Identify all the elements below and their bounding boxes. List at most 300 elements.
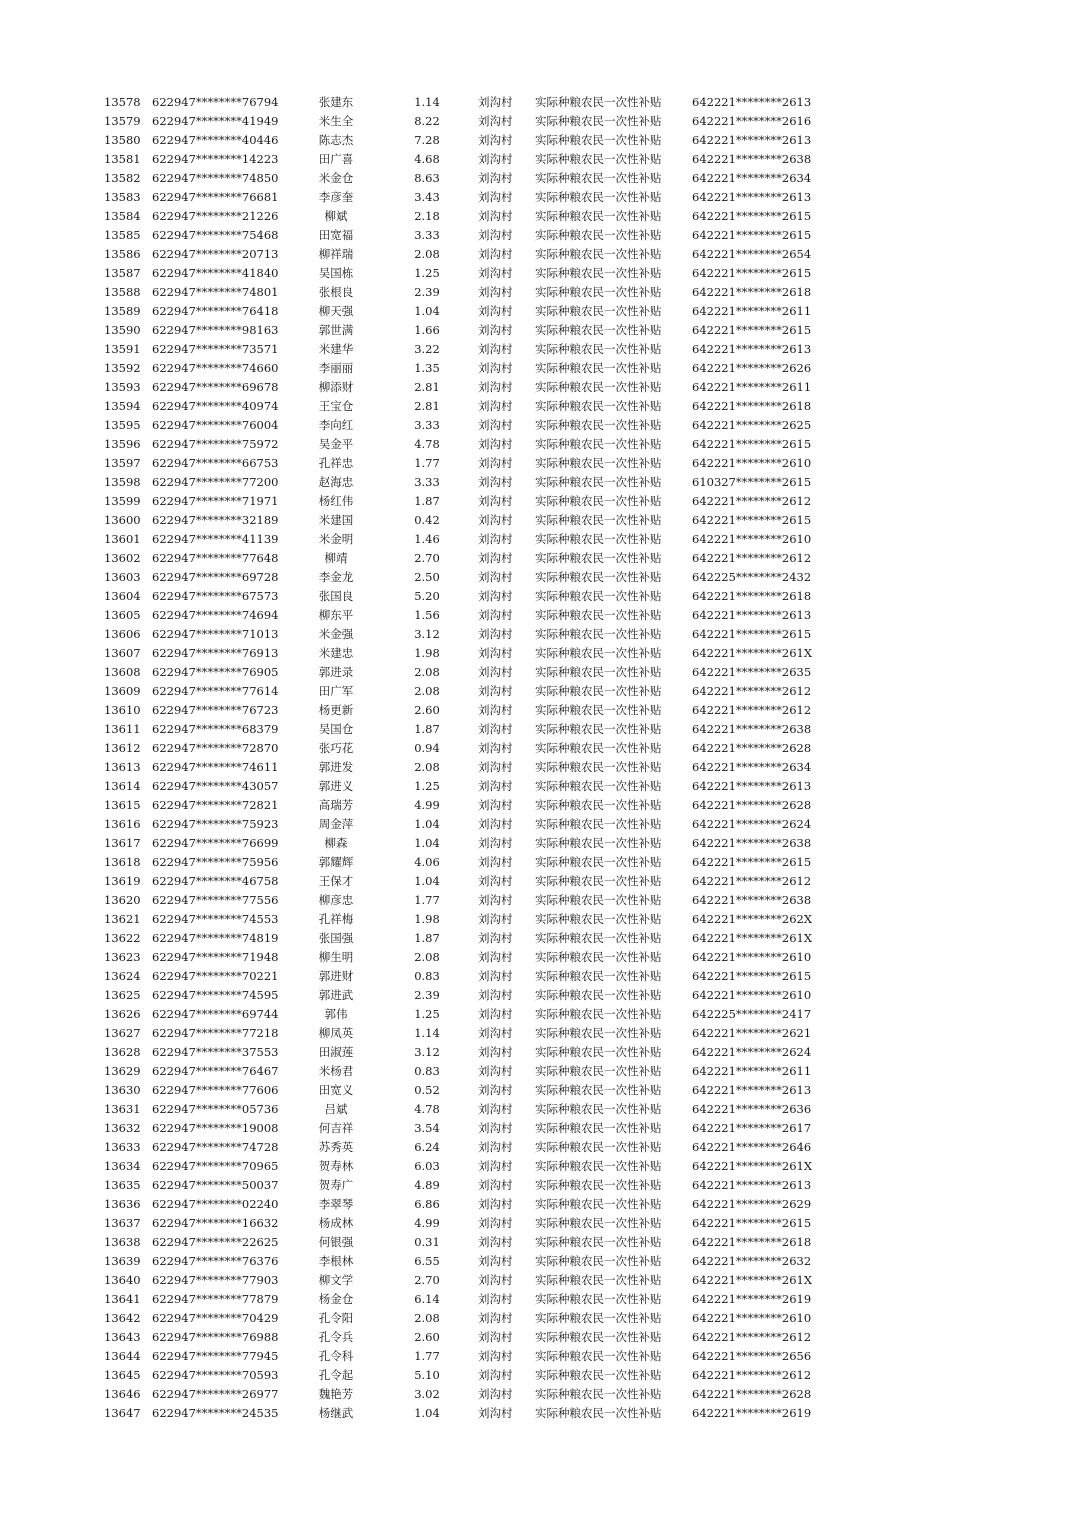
amount-cell: 6.03 bbox=[414, 1159, 440, 1173]
subsidy-type-cell: 实际种粮农民一次性补贴 bbox=[535, 1045, 662, 1059]
table-row bbox=[0, 150, 1074, 169]
name-cell: 郭进财 bbox=[318, 969, 354, 983]
serial-number-cell: 13613 bbox=[104, 760, 141, 774]
amount-cell: 4.06 bbox=[414, 855, 440, 869]
bank-account-cell: 622947********76988 bbox=[152, 1330, 279, 1344]
amount-cell: 5.20 bbox=[414, 589, 440, 603]
id-number-cell: 642221********262X bbox=[692, 912, 813, 926]
village-cell: 刘沟村 bbox=[478, 513, 513, 527]
amount-cell: 2.81 bbox=[414, 380, 440, 394]
table-row bbox=[0, 131, 1074, 150]
subsidy-type-cell: 实际种粮农民一次性补贴 bbox=[535, 171, 662, 185]
name-cell: 田宽义 bbox=[318, 1083, 354, 1097]
village-cell: 刘沟村 bbox=[478, 855, 513, 869]
name-cell: 田淑莲 bbox=[318, 1045, 354, 1059]
bank-account-cell: 622947********50037 bbox=[152, 1178, 279, 1192]
bank-account-cell: 622947********72821 bbox=[152, 798, 279, 812]
name-cell: 郭进武 bbox=[318, 988, 354, 1002]
serial-number-cell: 13631 bbox=[104, 1102, 141, 1116]
subsidy-type-cell: 实际种粮农民一次性补贴 bbox=[535, 760, 662, 774]
table-row bbox=[0, 1138, 1074, 1157]
bank-account-cell: 622947********98163 bbox=[152, 323, 279, 337]
table-row bbox=[0, 1271, 1074, 1290]
amount-cell: 1.04 bbox=[414, 874, 440, 888]
id-number-cell: 642221********2615 bbox=[692, 513, 812, 527]
amount-cell: 1.35 bbox=[414, 361, 440, 375]
id-number-cell: 642221********2613 bbox=[692, 1178, 812, 1192]
id-number-cell: 642221********2611 bbox=[692, 304, 812, 318]
serial-number-cell: 13596 bbox=[104, 437, 141, 451]
table-row bbox=[0, 283, 1074, 302]
amount-cell: 0.94 bbox=[414, 741, 440, 755]
bank-account-cell: 622947********40974 bbox=[152, 399, 279, 413]
village-cell: 刘沟村 bbox=[478, 285, 513, 299]
subsidy-type-cell: 实际种粮农民一次性补贴 bbox=[535, 836, 662, 850]
name-cell: 柳森 bbox=[324, 836, 348, 850]
subsidy-type-cell: 实际种粮农民一次性补贴 bbox=[535, 817, 662, 831]
name-cell: 李向红 bbox=[318, 418, 354, 432]
id-number-cell: 642221********2628 bbox=[692, 798, 812, 812]
subsidy-type-cell: 实际种粮农民一次性补贴 bbox=[535, 1273, 662, 1287]
subsidy-type-cell: 实际种粮农民一次性补贴 bbox=[535, 532, 662, 546]
amount-cell: 4.78 bbox=[414, 437, 440, 451]
table-row bbox=[0, 701, 1074, 720]
amount-cell: 1.56 bbox=[414, 608, 440, 622]
bank-account-cell: 622947********74553 bbox=[152, 912, 279, 926]
amount-cell: 3.43 bbox=[414, 190, 440, 204]
serial-number-cell: 13583 bbox=[104, 190, 141, 204]
bank-account-cell: 622947********37553 bbox=[152, 1045, 279, 1059]
bank-account-cell: 622947********75468 bbox=[152, 228, 279, 242]
name-cell: 王保才 bbox=[318, 874, 354, 888]
id-number-cell: 642221********2619 bbox=[692, 1292, 812, 1306]
amount-cell: 6.24 bbox=[414, 1140, 440, 1154]
amount-cell: 3.33 bbox=[414, 418, 440, 432]
village-cell: 刘沟村 bbox=[478, 1387, 513, 1401]
id-number-cell: 642221********2610 bbox=[692, 456, 812, 470]
amount-cell: 2.08 bbox=[414, 950, 440, 964]
table-row bbox=[0, 340, 1074, 359]
id-number-cell: 642221********2615 bbox=[692, 209, 812, 223]
village-cell: 刘沟村 bbox=[478, 342, 513, 356]
bank-account-cell: 622947********77200 bbox=[152, 475, 279, 489]
subsidy-type-cell: 实际种粮农民一次性补贴 bbox=[535, 1330, 662, 1344]
table-row bbox=[0, 663, 1074, 682]
village-cell: 刘沟村 bbox=[478, 1292, 513, 1306]
serial-number-cell: 13590 bbox=[104, 323, 141, 337]
village-cell: 刘沟村 bbox=[478, 1197, 513, 1211]
id-number-cell: 642221********2628 bbox=[692, 1387, 812, 1401]
table-row bbox=[0, 1328, 1074, 1347]
subsidy-type-cell: 实际种粮农民一次性补贴 bbox=[535, 969, 662, 983]
bank-account-cell: 622947********24535 bbox=[152, 1406, 279, 1420]
serial-number-cell: 13647 bbox=[104, 1406, 141, 1420]
serial-number-cell: 13645 bbox=[104, 1368, 141, 1382]
subsidy-type-cell: 实际种粮农民一次性补贴 bbox=[535, 1140, 662, 1154]
table-row bbox=[0, 967, 1074, 986]
bank-account-cell: 622947********69728 bbox=[152, 570, 279, 584]
amount-cell: 1.98 bbox=[414, 646, 440, 660]
table-row bbox=[0, 169, 1074, 188]
table-row bbox=[0, 1347, 1074, 1366]
table-row bbox=[0, 891, 1074, 910]
amount-cell: 0.52 bbox=[414, 1083, 440, 1097]
bank-account-cell: 622947********71013 bbox=[152, 627, 279, 641]
id-number-cell: 642221********2638 bbox=[692, 836, 812, 850]
serial-number-cell: 13600 bbox=[104, 513, 141, 527]
village-cell: 刘沟村 bbox=[478, 228, 513, 242]
amount-cell: 1.04 bbox=[414, 304, 440, 318]
bank-account-cell: 622947********72870 bbox=[152, 741, 279, 755]
village-cell: 刘沟村 bbox=[478, 551, 513, 565]
id-number-cell: 642221********2615 bbox=[692, 228, 812, 242]
bank-account-cell: 622947********20713 bbox=[152, 247, 279, 261]
serial-number-cell: 13615 bbox=[104, 798, 141, 812]
bank-account-cell: 622947********40446 bbox=[152, 133, 279, 147]
serial-number-cell: 13605 bbox=[104, 608, 141, 622]
table-row bbox=[0, 397, 1074, 416]
amount-cell: 1.77 bbox=[414, 456, 440, 470]
table-row bbox=[0, 378, 1074, 397]
id-number-cell: 642221********2612 bbox=[692, 494, 812, 508]
id-number-cell: 642221********2615 bbox=[692, 855, 812, 869]
serial-number-cell: 13609 bbox=[104, 684, 141, 698]
subsidy-type-cell: 实际种粮农民一次性补贴 bbox=[535, 456, 662, 470]
name-cell: 孔令阳 bbox=[318, 1311, 354, 1325]
village-cell: 刘沟村 bbox=[478, 665, 513, 679]
subsidy-type-cell: 实际种粮农民一次性补贴 bbox=[535, 209, 662, 223]
subsidy-type-cell: 实际种粮农民一次性补贴 bbox=[535, 95, 662, 109]
amount-cell: 2.08 bbox=[414, 665, 440, 679]
id-number-cell: 642221********2628 bbox=[692, 741, 812, 755]
village-cell: 刘沟村 bbox=[478, 912, 513, 926]
amount-cell: 2.08 bbox=[414, 760, 440, 774]
village-cell: 刘沟村 bbox=[478, 190, 513, 204]
id-number-cell: 642221********261X bbox=[692, 646, 813, 660]
amount-cell: 5.10 bbox=[414, 1368, 440, 1382]
village-cell: 刘沟村 bbox=[478, 133, 513, 147]
name-cell: 孔祥忠 bbox=[318, 456, 354, 470]
amount-cell: 7.28 bbox=[414, 133, 440, 147]
subsidy-type-cell: 实际种粮农民一次性补贴 bbox=[535, 1178, 662, 1192]
bank-account-cell: 622947********70593 bbox=[152, 1368, 279, 1382]
village-cell: 刘沟村 bbox=[478, 209, 513, 223]
subsidy-type-cell: 实际种粮农民一次性补贴 bbox=[535, 874, 662, 888]
id-number-cell: 642221********2613 bbox=[692, 342, 812, 356]
name-cell: 郭进录 bbox=[318, 665, 354, 679]
name-cell: 何吉祥 bbox=[318, 1121, 354, 1135]
name-cell: 米金强 bbox=[318, 627, 354, 641]
name-cell: 王宝仓 bbox=[318, 399, 354, 413]
id-number-cell: 642221********261X bbox=[692, 931, 813, 945]
subsidy-type-cell: 实际种粮农民一次性补贴 bbox=[535, 931, 662, 945]
table-row bbox=[0, 1119, 1074, 1138]
subsidy-type-cell: 实际种粮农民一次性补贴 bbox=[535, 855, 662, 869]
village-cell: 刘沟村 bbox=[478, 1102, 513, 1116]
subsidy-type-cell: 实际种粮农民一次性补贴 bbox=[535, 380, 662, 394]
table-row bbox=[0, 815, 1074, 834]
amount-cell: 1.87 bbox=[414, 931, 440, 945]
id-number-cell: 642221********2611 bbox=[692, 1064, 812, 1078]
subsidy-type-cell: 实际种粮农民一次性补贴 bbox=[535, 1102, 662, 1116]
table-row bbox=[0, 1157, 1074, 1176]
name-cell: 郭进义 bbox=[318, 779, 354, 793]
name-cell: 孔令科 bbox=[318, 1349, 354, 1363]
table-row bbox=[0, 1062, 1074, 1081]
id-number-cell: 642221********2624 bbox=[692, 817, 812, 831]
bank-account-cell: 622947********71971 bbox=[152, 494, 279, 508]
amount-cell: 6.14 bbox=[414, 1292, 440, 1306]
id-number-cell: 642221********2634 bbox=[692, 171, 812, 185]
bank-account-cell: 622947********67573 bbox=[152, 589, 279, 603]
table-row bbox=[0, 302, 1074, 321]
table-row bbox=[0, 739, 1074, 758]
amount-cell: 4.89 bbox=[414, 1178, 440, 1192]
table-row bbox=[0, 1404, 1074, 1423]
serial-number-cell: 13622 bbox=[104, 931, 141, 945]
bank-account-cell: 622947********75972 bbox=[152, 437, 279, 451]
subsidy-type-cell: 实际种粮农民一次性补贴 bbox=[535, 285, 662, 299]
amount-cell: 2.08 bbox=[414, 1311, 440, 1325]
serial-number-cell: 13644 bbox=[104, 1349, 141, 1363]
table-row bbox=[0, 530, 1074, 549]
serial-number-cell: 13603 bbox=[104, 570, 141, 584]
id-number-cell: 642221********2612 bbox=[692, 684, 812, 698]
table-row bbox=[0, 796, 1074, 815]
bank-account-cell: 622947********68379 bbox=[152, 722, 279, 736]
name-cell: 杨继武 bbox=[318, 1406, 354, 1420]
subsidy-type-cell: 实际种粮农民一次性补贴 bbox=[535, 570, 662, 584]
table-row bbox=[0, 910, 1074, 929]
bank-account-cell: 622947********76418 bbox=[152, 304, 279, 318]
name-cell: 柳凤英 bbox=[318, 1026, 354, 1040]
village-cell: 刘沟村 bbox=[478, 703, 513, 717]
bank-account-cell: 622947********32189 bbox=[152, 513, 279, 527]
village-cell: 刘沟村 bbox=[478, 950, 513, 964]
id-number-cell: 642221********2626 bbox=[692, 361, 812, 375]
id-number-cell: 642221********2613 bbox=[692, 190, 812, 204]
amount-cell: 1.66 bbox=[414, 323, 440, 337]
name-cell: 柳生明 bbox=[318, 950, 354, 964]
bank-account-cell: 622947********70429 bbox=[152, 1311, 279, 1325]
id-number-cell: 642221********2617 bbox=[692, 1121, 812, 1135]
name-cell: 李根林 bbox=[318, 1254, 354, 1268]
bank-account-cell: 622947********74819 bbox=[152, 931, 279, 945]
serial-number-cell: 13591 bbox=[104, 342, 141, 356]
bank-account-cell: 622947********22625 bbox=[152, 1235, 279, 1249]
serial-number-cell: 13610 bbox=[104, 703, 141, 717]
subsidy-type-cell: 实际种粮农民一次性补贴 bbox=[535, 1026, 662, 1040]
name-cell: 田广喜 bbox=[318, 152, 354, 166]
serial-number-cell: 13584 bbox=[104, 209, 141, 223]
bank-account-cell: 622947********05736 bbox=[152, 1102, 279, 1116]
village-cell: 刘沟村 bbox=[478, 1140, 513, 1154]
bank-account-cell: 622947********76681 bbox=[152, 190, 279, 204]
bank-account-cell: 622947********77606 bbox=[152, 1083, 279, 1097]
name-cell: 柳祥瑞 bbox=[318, 247, 354, 261]
bank-account-cell: 622947********41949 bbox=[152, 114, 279, 128]
subsidy-type-cell: 实际种粮农民一次性补贴 bbox=[535, 266, 662, 280]
id-number-cell: 642221********2624 bbox=[692, 1045, 812, 1059]
name-cell: 杨红伟 bbox=[318, 494, 354, 508]
id-number-cell: 610327********2615 bbox=[692, 475, 812, 489]
bank-account-cell: 622947********75956 bbox=[152, 855, 279, 869]
village-cell: 刘沟村 bbox=[478, 817, 513, 831]
subsidy-type-cell: 实际种粮农民一次性补贴 bbox=[535, 551, 662, 565]
table-row bbox=[0, 1176, 1074, 1195]
village-cell: 刘沟村 bbox=[478, 494, 513, 508]
subsidy-type-cell: 实际种粮农民一次性补贴 bbox=[535, 1254, 662, 1268]
subsidy-type-cell: 实际种粮农民一次性补贴 bbox=[535, 893, 662, 907]
bank-account-cell: 622947********76376 bbox=[152, 1254, 279, 1268]
name-cell: 魏艳芳 bbox=[318, 1387, 354, 1401]
table-row bbox=[0, 1214, 1074, 1233]
name-cell: 赵海忠 bbox=[318, 475, 354, 489]
id-number-cell: 642221********2635 bbox=[692, 665, 812, 679]
table-row bbox=[0, 587, 1074, 606]
table-row bbox=[0, 416, 1074, 435]
serial-number-cell: 13587 bbox=[104, 266, 141, 280]
subsidy-type-cell: 实际种粮农民一次性补贴 bbox=[535, 665, 662, 679]
name-cell: 郭伟 bbox=[324, 1007, 348, 1021]
id-number-cell: 642221********2612 bbox=[692, 551, 812, 565]
village-cell: 刘沟村 bbox=[478, 798, 513, 812]
subsidy-type-cell: 实际种粮农民一次性补贴 bbox=[535, 1083, 662, 1097]
amount-cell: 0.31 bbox=[414, 1235, 440, 1249]
table-row bbox=[0, 473, 1074, 492]
subsidy-type-cell: 实际种粮农民一次性补贴 bbox=[535, 513, 662, 527]
amount-cell: 6.55 bbox=[414, 1254, 440, 1268]
village-cell: 刘沟村 bbox=[478, 323, 513, 337]
village-cell: 刘沟村 bbox=[478, 570, 513, 584]
id-number-cell: 642221********2615 bbox=[692, 437, 812, 451]
id-number-cell: 642221********2618 bbox=[692, 399, 812, 413]
id-number-cell: 642221********2634 bbox=[692, 760, 812, 774]
name-cell: 杨成林 bbox=[318, 1216, 354, 1230]
id-number-cell: 642221********2613 bbox=[692, 133, 812, 147]
amount-cell: 2.08 bbox=[414, 684, 440, 698]
subsidy-type-cell: 实际种粮农民一次性补贴 bbox=[535, 589, 662, 603]
id-number-cell: 642221********2618 bbox=[692, 589, 812, 603]
serial-number-cell: 13646 bbox=[104, 1387, 141, 1401]
serial-number-cell: 13627 bbox=[104, 1026, 141, 1040]
serial-number-cell: 13618 bbox=[104, 855, 141, 869]
village-cell: 刘沟村 bbox=[478, 1311, 513, 1325]
table-row bbox=[0, 777, 1074, 796]
table-row bbox=[0, 226, 1074, 245]
id-number-cell: 642221********2638 bbox=[692, 152, 812, 166]
amount-cell: 1.77 bbox=[414, 893, 440, 907]
id-number-cell: 642221********2629 bbox=[692, 1197, 812, 1211]
name-cell: 米金明 bbox=[318, 532, 354, 546]
name-cell: 米杨君 bbox=[318, 1064, 354, 1078]
bank-account-cell: 622947********71948 bbox=[152, 950, 279, 964]
table-row bbox=[0, 359, 1074, 378]
table-row bbox=[0, 929, 1074, 948]
table-row bbox=[0, 454, 1074, 473]
subsidy-type-cell: 实际种粮农民一次性补贴 bbox=[535, 228, 662, 242]
serial-number-cell: 13626 bbox=[104, 1007, 141, 1021]
amount-cell: 1.14 bbox=[414, 1026, 440, 1040]
name-cell: 吕斌 bbox=[324, 1102, 348, 1116]
bank-account-cell: 622947********77614 bbox=[152, 684, 279, 698]
serial-number-cell: 13621 bbox=[104, 912, 141, 926]
serial-number-cell: 13597 bbox=[104, 456, 141, 470]
table-row bbox=[0, 188, 1074, 207]
table-row bbox=[0, 644, 1074, 663]
table-row bbox=[0, 492, 1074, 511]
subsidy-type-cell: 实际种粮农民一次性补贴 bbox=[535, 475, 662, 489]
name-cell: 吴国仓 bbox=[318, 722, 354, 736]
serial-number-cell: 13641 bbox=[104, 1292, 141, 1306]
serial-number-cell: 13625 bbox=[104, 988, 141, 1002]
name-cell: 柳文学 bbox=[318, 1273, 354, 1287]
table-row bbox=[0, 321, 1074, 340]
village-cell: 刘沟村 bbox=[478, 380, 513, 394]
village-cell: 刘沟村 bbox=[478, 437, 513, 451]
serial-number-cell: 13624 bbox=[104, 969, 141, 983]
subsidy-type-cell: 实际种粮农民一次性补贴 bbox=[535, 779, 662, 793]
bank-account-cell: 622947********73571 bbox=[152, 342, 279, 356]
village-cell: 刘沟村 bbox=[478, 456, 513, 470]
subsidy-type-cell: 实际种粮农民一次性补贴 bbox=[535, 684, 662, 698]
table-row bbox=[0, 435, 1074, 454]
serial-number-cell: 13606 bbox=[104, 627, 141, 641]
bank-account-cell: 622947********76723 bbox=[152, 703, 279, 717]
amount-cell: 4.68 bbox=[414, 152, 440, 166]
bank-account-cell: 622947********21226 bbox=[152, 209, 279, 223]
subsidy-type-cell: 实际种粮农民一次性补贴 bbox=[535, 1292, 662, 1306]
bank-account-cell: 622947********77945 bbox=[152, 1349, 279, 1363]
id-number-cell: 642221********2613 bbox=[692, 779, 812, 793]
amount-cell: 2.08 bbox=[414, 247, 440, 261]
amount-cell: 1.04 bbox=[414, 817, 440, 831]
serial-number-cell: 13620 bbox=[104, 893, 141, 907]
id-number-cell: 642221********2621 bbox=[692, 1026, 812, 1040]
table-row bbox=[0, 758, 1074, 777]
bank-account-cell: 622947********41840 bbox=[152, 266, 279, 280]
amount-cell: 2.81 bbox=[414, 399, 440, 413]
bank-account-cell: 622947********77879 bbox=[152, 1292, 279, 1306]
subsidy-type-cell: 实际种粮农民一次性补贴 bbox=[535, 1197, 662, 1211]
bank-account-cell: 622947********66753 bbox=[152, 456, 279, 470]
bank-account-cell: 622947********76905 bbox=[152, 665, 279, 679]
bank-account-cell: 622947********77218 bbox=[152, 1026, 279, 1040]
subsidy-type-cell: 实际种粮农民一次性补贴 bbox=[535, 323, 662, 337]
amount-cell: 1.25 bbox=[414, 1007, 440, 1021]
subsidy-type-cell: 实际种粮农民一次性补贴 bbox=[535, 399, 662, 413]
serial-number-cell: 13581 bbox=[104, 152, 141, 166]
serial-number-cell: 13588 bbox=[104, 285, 141, 299]
subsidy-type-cell: 实际种粮农民一次性补贴 bbox=[535, 627, 662, 641]
serial-number-cell: 13601 bbox=[104, 532, 141, 546]
bank-account-cell: 622947********76467 bbox=[152, 1064, 279, 1078]
serial-number-cell: 13630 bbox=[104, 1083, 141, 1097]
serial-number-cell: 13602 bbox=[104, 551, 141, 565]
id-number-cell: 642221********2612 bbox=[692, 874, 812, 888]
id-number-cell: 642221********2656 bbox=[692, 1349, 812, 1363]
name-cell: 郭耀辉 bbox=[318, 855, 354, 869]
village-cell: 刘沟村 bbox=[478, 608, 513, 622]
name-cell: 米生全 bbox=[318, 114, 354, 128]
serial-number-cell: 13642 bbox=[104, 1311, 141, 1325]
table-row bbox=[0, 1024, 1074, 1043]
subsidy-type-cell: 实际种粮农民一次性补贴 bbox=[535, 741, 662, 755]
serial-number-cell: 13585 bbox=[104, 228, 141, 242]
subsidy-type-cell: 实际种粮农民一次性补贴 bbox=[535, 1064, 662, 1078]
subsidy-type-cell: 实际种粮农民一次性补贴 bbox=[535, 361, 662, 375]
id-number-cell: 642221********2613 bbox=[692, 1083, 812, 1097]
